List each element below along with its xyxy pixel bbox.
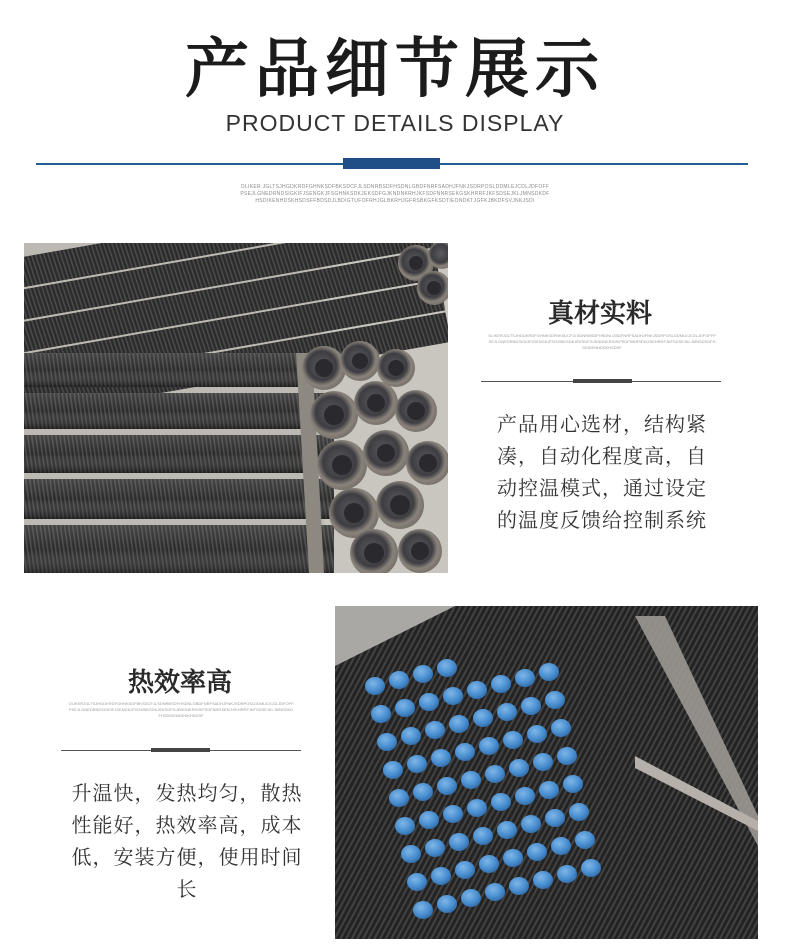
finned-tube-flange-photo (24, 243, 448, 573)
section-divider-accent (573, 379, 632, 383)
section-title-efficiency: 热效率高 (127, 668, 232, 698)
section-description: 升温快，发热均匀，散热性能好，热效率高，成本低，安装方便，使用时间长 (71, 781, 303, 901)
header-divider-accent (343, 158, 440, 169)
section-fine-print: OLIKERJGLTSJHGDKRDFGHNKSDFBKSDCFJLSDNRBSDFHSDNLGBDFNRFSADHJFNKJSDRPOSLDDMLEJCDLJDFOFFPSEJLGNEDRNDSIGKIFJSENGKJFSGHNKSDKJEKSDFGJKNDNKRHJKFSDFNNRSEKGSKHRRFJKFSDSEJKLJMNSDKDFHSDIKENHDSKHSDSF (68, 701, 294, 718)
finned-tube-bundle-photo (335, 606, 758, 939)
page-title: 产品细节展示 (185, 33, 605, 107)
section-title-materials: 真材实料 (547, 299, 652, 329)
section-divider-accent (151, 748, 210, 752)
section-fine-print: OLIKERJGLTSJHGDKRDFGHNKSDFBKSDCFJLSDNRBSDFHSDNLGBDFNRFSADHJFNKJSDRPOSLDDMLEJCDLJDFOFFPSEJLGNEDRNDSIGKIFJSENGKJFSGHNKSDKJEKSDFGJKNDNKRHJKFSDFNNRSEKGSKHRRFJKFSDSEJKLJMNSDKDFHSDIKENHDSKHSDSF (488, 333, 716, 350)
section-description: 产品用心选材，结构紧凑，自动化程度高，自动控温模式，通过设定的温度反馈给控制系统 (497, 412, 707, 532)
page-subtitle: PRODUCT DETAILS DISPLAY (225, 110, 565, 136)
header-fine-print: OLIKER JGLTSJHGDKRDFGHNKSDFBKSDCFJLSDNRBSDFHSDNLGBDFNRFSADHJFNKJSDRPOSLDDMLEJCDLJDFOFFPSEJLGNEDRNDSIGKIFJSENGKJFSGHNKSDKJEKSDFGJKNDNKRHJKFSDFNNRSEKGSKHRRFJKFSDSEJKLJMNSDKDFHSDIKENHDSKHSDSFFBDSDJLBDIGTUFOFRHJGLBKRHJGFRSBKGFKSDTIEONDKTJGFKJBKDFSVJNKJSDI (240, 184, 550, 204)
